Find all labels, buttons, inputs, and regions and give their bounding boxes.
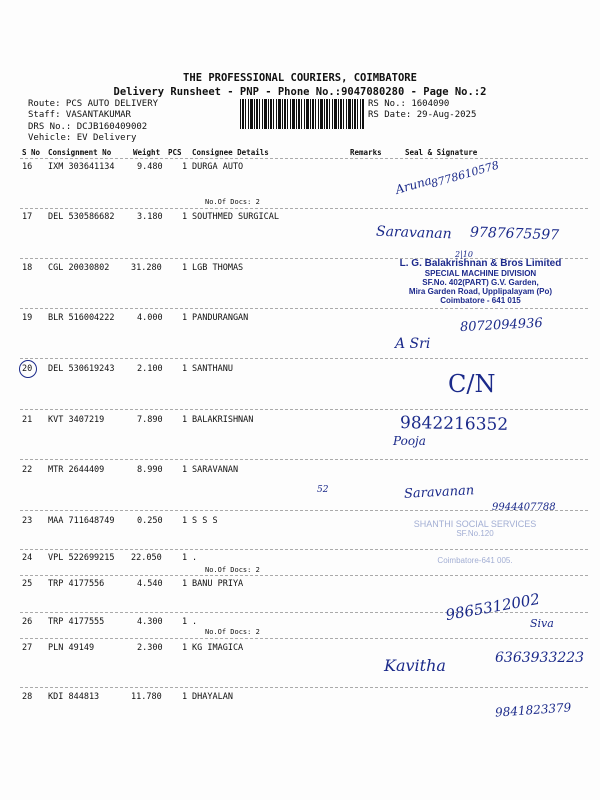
row-16-pcs: 1 — [182, 162, 188, 172]
faded-stamp — [385, 519, 565, 581]
company-stamp — [378, 258, 583, 316]
column-weight: Weight — [133, 148, 161, 157]
row-17-consignment: DEL 530586682 — [48, 212, 115, 222]
row-25-consignee: BANU PRIYA — [192, 579, 244, 589]
signature-21: Pooja — [393, 434, 426, 448]
row-26-pcs: 1 — [182, 617, 188, 627]
row-19-pcs: 1 — [182, 313, 188, 323]
row-24-docs: No.Of Docs: 2 — [205, 566, 260, 574]
row-25-sno: 25 — [22, 579, 33, 589]
signature-17: Saravanan — [375, 223, 452, 243]
row-27-pcs: 1 — [182, 643, 188, 653]
column-pcs: PCS — [168, 148, 182, 157]
row-28-pcs: 1 — [182, 692, 188, 702]
column-consignee: Consignee Details — [192, 148, 269, 157]
phone-16: 8778610578 — [429, 158, 501, 191]
row-20-pcs: 1 — [182, 364, 188, 374]
row-24-weight: 22.050 — [131, 553, 162, 563]
row-16-docs: No.Of Docs: 2 — [205, 198, 260, 206]
column-remarks: Remarks — [350, 148, 382, 157]
row-18-consignee: LGB THOMAS — [192, 263, 244, 273]
row-divider — [20, 208, 588, 209]
row-24-consignee: . — [192, 553, 198, 563]
mark-22: 52 — [317, 485, 329, 495]
row-16-consignee: DURGA AUTO — [192, 162, 244, 172]
row-25-pcs: 1 — [182, 579, 188, 589]
rs-number: RS No.: 1604090 — [368, 99, 450, 109]
row-20-consignment: DEL 530619243 — [48, 364, 115, 374]
vehicle-label: Vehicle: EV Delivery — [28, 133, 137, 143]
row-divider — [20, 409, 588, 410]
signature-16: Aruna — [393, 173, 434, 197]
stamp-line: SF.No.120 — [456, 529, 494, 538]
row-18-sno: 18 — [22, 263, 33, 273]
column-seal: Seal & Signature — [405, 148, 478, 157]
phone-28: 9841823379 — [494, 700, 572, 720]
row-26-consignment: TRP 4177555 — [48, 617, 105, 627]
header-divider — [20, 158, 588, 159]
row-21-consignee: BALAKRISHNAN — [192, 415, 254, 425]
row-18-consignment: CGL 20030802 — [48, 263, 110, 273]
row-21-consignment: KVT 3407219 — [48, 415, 105, 425]
row-24-sno: 24 — [22, 553, 33, 563]
row-26-consignee: . — [192, 617, 198, 627]
row-21-sno: 21 — [22, 415, 33, 425]
row-17-weight: 3.180 — [137, 212, 163, 222]
row-24-pcs: 1 — [182, 553, 188, 563]
row-16-consignment: IXM 303641134 — [48, 162, 115, 172]
stamp-line: SF.No. 402(PART) G.V. Garden, — [422, 278, 539, 287]
row-divider — [20, 459, 588, 460]
row-28-sno: 28 — [22, 692, 33, 702]
runsheet-subtitle: Delivery Runsheet - PNP - Phone No.:9047080280 - Page No.:2 — [113, 86, 487, 98]
stamp-line: Coimbatore-641 005. — [437, 556, 513, 565]
column-consignment: Consignment No — [48, 148, 112, 157]
row-16-weight: 9.480 — [137, 162, 163, 172]
row-26-sno: 26 — [22, 617, 33, 627]
row-21-pcs: 1 — [182, 415, 188, 425]
stamp-line: SHANTHI SOCIAL SERVICES — [413, 519, 537, 529]
row-17-consignee: SOUTHMED SURGICAL — [192, 212, 279, 222]
row-23-consignment: MAA 711648749 — [48, 516, 115, 526]
row-19-weight: 4.000 — [137, 313, 163, 323]
staff-label: Staff: VASANTAKUMAR — [28, 110, 131, 120]
row-19-sno: 19 — [22, 313, 33, 323]
row-17-pcs: 1 — [182, 212, 188, 222]
row-20-weight: 2.100 — [137, 364, 163, 374]
row-26-docs: No.Of Docs: 2 — [205, 628, 260, 636]
row-22-weight: 8.990 — [137, 465, 163, 475]
row-26-weight: 4.300 — [137, 617, 163, 627]
row-18-weight: 31.280 — [131, 263, 162, 273]
row-27-consignee: KG IMAGICA — [192, 643, 244, 653]
signature-22: Saravanan — [403, 483, 475, 502]
phone-25: 9865312002 — [444, 589, 542, 625]
row-22-consignee: SARAVANAN — [192, 465, 239, 475]
row-28-consignee: DHAYALAN — [192, 692, 233, 702]
phone-17: 9787675597 — [469, 224, 560, 244]
row-25-consignment: TRP 4177556 — [48, 579, 105, 589]
mark-20: C/N — [448, 370, 496, 398]
stamp-line: SPECIAL MACHINE DIVISION — [424, 269, 537, 278]
phone-21: 9842216352 — [399, 413, 509, 435]
row-21-weight: 7.890 — [137, 415, 163, 425]
row-divider — [20, 358, 588, 359]
route-label: Route: PCS AUTO DELIVERY — [28, 99, 159, 109]
row-23-pcs: 1 — [182, 516, 188, 526]
row-20-sno: 20 — [22, 364, 33, 374]
row-22-consignment: MTR 2644409 — [48, 465, 105, 475]
row-divider — [20, 638, 588, 639]
row-27-sno: 27 — [22, 643, 33, 653]
signature-27: Kavitha — [384, 656, 446, 675]
stamp-line: Coimbatore - 641 015 — [440, 296, 521, 305]
rs-date: RS Date: 29-Aug-2025 — [368, 110, 477, 120]
row-17-sno: 17 — [22, 212, 33, 222]
row-22-pcs: 1 — [182, 465, 188, 475]
row-25-weight: 4.540 — [137, 579, 163, 589]
row-24-consignment: VPL 522699215 — [48, 553, 115, 563]
row-19-consignment: BLR 516004222 — [48, 313, 115, 323]
stamp-line: L. G. Balakrishnan & Bros Limited — [399, 258, 562, 269]
stamp-line: Mira Garden Road, Upplipalayam (Po) — [408, 287, 553, 296]
signature-25: Siva — [530, 617, 554, 630]
signature-19: A Sri — [395, 336, 431, 352]
column-sno: S No — [22, 148, 41, 157]
phone-27: 6363933223 — [495, 650, 585, 666]
row-20-consignee: SANTHANU — [192, 364, 233, 374]
runsheet-title: THE PROFESSIONAL COURIERS, COIMBATORE — [183, 72, 417, 84]
row-28-weight: 11.780 — [131, 692, 162, 702]
phone-22: 9944407788 — [492, 502, 556, 513]
row-27-weight: 2.300 — [137, 643, 163, 653]
row-16-sno: 16 — [22, 162, 33, 172]
row-23-weight: 0.250 — [137, 516, 163, 526]
row-27-consignment: PLN 49149 — [48, 643, 95, 653]
row-22-sno: 22 — [22, 465, 33, 475]
phone-19: 8072094936 — [459, 315, 544, 336]
row-23-consignee: S S S — [192, 516, 218, 526]
mark-18: 2|10 — [455, 250, 473, 259]
drs-label: DRS No.: DCJB160409002 — [28, 122, 148, 132]
barcode-image — [240, 99, 364, 129]
row-23-sno: 23 — [22, 516, 33, 526]
row-divider — [20, 687, 588, 688]
row-18-pcs: 1 — [182, 263, 188, 273]
row-19-consignee: PANDURANGAN — [192, 313, 249, 323]
row-28-consignment: KDI 844813 — [48, 692, 100, 702]
